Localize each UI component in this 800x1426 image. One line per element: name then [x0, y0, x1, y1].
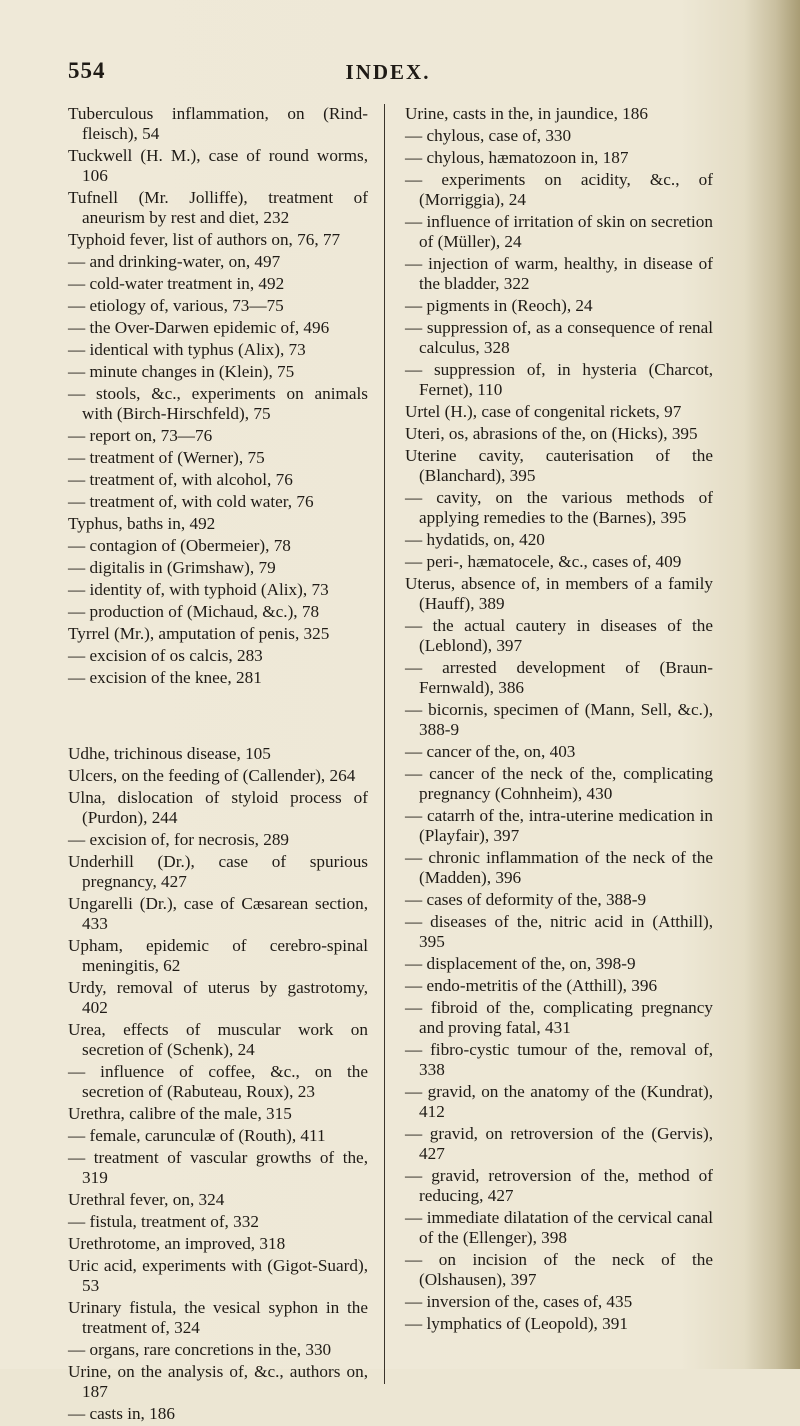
index-entry: Urethral fever, on, 324: [68, 1190, 225, 1210]
index-entry: — treatment of, with alcohol, 76: [68, 470, 293, 489]
index-entry: Typhus, baths in, 492: [68, 514, 216, 533]
index-entry: — endo-metritis of the (Atthill), 396: [405, 976, 658, 995]
index-entry: — pigments in (Reoch), 24: [405, 296, 593, 315]
index-entry: — identical with typhus (Alix), 73: [68, 340, 306, 359]
index-entry: Urine, on the analysis of, &c., authors on, 187: [68, 1362, 368, 1402]
index-entry: — excision of os calcis, 283: [68, 646, 263, 665]
index-entry: Upham, epidemic of cerebro-spinal meningitis, 62: [68, 936, 368, 976]
index-entry: Urea, effects of muscular work on secretion of (Schenk), 24: [68, 1020, 368, 1060]
index-entry: Urdy, removal of uterus by gastrotomy, 402: [68, 978, 368, 1018]
index-entry: — bicornis, specimen of (Mann, Sell, &c.), 388-9: [405, 700, 713, 739]
index-entry: Uterus, absence of, in members of a family (Hauff), 389: [405, 574, 713, 613]
index-entry: Tyrrel (Mr.), amputation of penis, 325: [68, 624, 330, 643]
index-entry: — cold-water treatment in, 492: [68, 274, 285, 293]
index-entry: — excision of the knee, 281: [68, 668, 262, 687]
index-entry: — treatment of (Werner), 75: [68, 448, 265, 467]
index-entry: — fibroid of the, complicating pregnancy and proving fatal, 431: [405, 998, 713, 1037]
index-entry: — the actual cautery in diseases of the (Leblond), 397: [405, 616, 713, 655]
index-entry: Uteri, os, abrasions of the, on (Hicks), 395: [405, 424, 698, 443]
index-entry: Udhe, trichinous disease, 105: [68, 744, 271, 764]
index-entry: — displacement of the, on, 398-9: [405, 954, 636, 973]
index-entry: — cases of deformity of the, 388-9: [405, 890, 647, 909]
index-entry: — treatment of, with cold water, 76: [68, 492, 314, 511]
index-entry: Urtel (H.), case of congenital rickets, 97: [405, 402, 682, 421]
index-entry: — influence of coffee, &c., on the secretion of (Rabuteau, Roux), 23: [68, 1062, 368, 1102]
index-entry: — stools, &c., experiments on animals with (Birch-Hirschfeld), 75: [68, 384, 368, 423]
index-entry: — catarrh of the, intra-uterine medication in (Playfair), 397: [405, 806, 713, 845]
index-entry: — immediate dilatation of the cervical canal of the (Ellenger), 398: [405, 1208, 713, 1247]
index-entry: — inversion of the, cases of, 435: [405, 1292, 633, 1311]
index-entry: — hydatids, on, 420: [405, 530, 545, 549]
index-entry: — suppression of, as a consequence of renal calculus, 328: [405, 318, 713, 357]
index-entry: — production of (Michaud, &c.), 78: [68, 602, 320, 621]
index-entry: — and drinking-water, on, 497: [68, 252, 281, 271]
index-entry: Tufnell (Mr. Jolliffe), treatment of aneurism by rest and diet, 232: [68, 188, 368, 227]
index-entry: Urethra, calibre of the male, 315: [68, 1104, 292, 1124]
running-title: INDEX.: [345, 60, 431, 84]
index-entry: — chylous, hæmatozoon in, 187: [405, 148, 629, 167]
index-entry: — cancer of the, on, 403: [405, 742, 576, 761]
index-entry: — arrested development of (Braun-Fernwald), 386: [405, 658, 713, 697]
index-entry: — chylous, case of, 330: [405, 126, 572, 145]
index-entry: — chronic inflammation of the neck of the (Madden), 396: [405, 848, 713, 887]
column-divider: [384, 104, 385, 1384]
index-entry: — minute changes in (Klein), 75: [68, 362, 295, 381]
index-entry: — peri-, hæmatocele, &c., cases of, 409: [405, 552, 682, 571]
right-column: [405, 104, 713, 1336]
index-entry: — etiology of, various, 73—75: [68, 296, 284, 315]
left-column: [68, 104, 368, 1426]
index-entry: — treatment of vascular growths of the, 319: [68, 1148, 368, 1188]
index-entry: Ulcers, on the feeding of (Callender), 264: [68, 766, 356, 786]
index-entry: Tuberculous inflammation, on (Rind-fleisch), 54: [68, 104, 368, 143]
index-entry: — gravid, retroversion of the, method of reducing, 427: [405, 1166, 713, 1205]
index-entry: — identity of, with typhoid (Alix), 73: [68, 580, 329, 599]
index-entry: — influence of irritation of skin on secretion of (Müller), 24: [405, 212, 713, 251]
page-number: 554: [68, 58, 106, 83]
index-entry: Underhill (Dr.), case of spurious pregnancy, 427: [68, 852, 368, 892]
index-entry: Urinary fistula, the vesical syphon in the treatment of, 324: [68, 1298, 368, 1338]
index-entry: — digitalis in (Grimshaw), 79: [68, 558, 276, 577]
index-entry: Uric acid, experiments with (Gigot-Suard), 53: [68, 1256, 368, 1296]
index-entry: — fibro-cystic tumour of the, removal of, 338: [405, 1040, 713, 1079]
index-entry: — cavity, on the various methods of applying remedies to the (Barnes), 395: [405, 488, 713, 527]
index-entry: — the Over-Darwen epidemic of, 496: [68, 318, 330, 337]
index-entry: — report on, 73—76: [68, 426, 213, 445]
index-entry: — on incision of the neck of the (Olshausen), 397: [405, 1250, 713, 1289]
index-entry: — cancer of the neck of the, complicating pregnancy (Cohnheim), 430: [405, 764, 713, 803]
index-entry: Ungarelli (Dr.), case of Cæsarean section, 433: [68, 894, 368, 934]
index-entry: Urine, casts in the, in jaundice, 186: [405, 104, 648, 123]
index-entry: — suppression of, in hysteria (Charcot, Fernet), 110: [405, 360, 713, 399]
index-entry: Typhoid fever, list of authors on, 76, 77: [68, 230, 341, 249]
page-header: [68, 58, 708, 88]
index-entry: — experiments on acidity, &c., of (Morriggia), 24: [405, 170, 713, 209]
index-entry: — casts in, 186: [68, 1404, 175, 1424]
index-entry: — female, carunculæ of (Routh), 411: [68, 1126, 326, 1146]
index-entry: Uterine cavity, cauterisation of the (Blanchard), 395: [405, 446, 713, 485]
index-entry: — gravid, on retroversion of the (Gervis), 427: [405, 1124, 713, 1163]
section-gap: [68, 705, 368, 727]
index-entry: — gravid, on the anatomy of the (Kundrat), 412: [405, 1082, 713, 1121]
index-entry: — injection of warm, healthy, in disease of the bladder, 322: [405, 254, 713, 293]
index-entry: — contagion of (Obermeier), 78: [68, 536, 291, 555]
index-entry: Urethrotome, an improved, 318: [68, 1234, 286, 1254]
index-entry: Tuckwell (H. M.), case of round worms, 106: [68, 146, 368, 185]
index-entry: Ulna, dislocation of styloid process of (Purdon), 244: [68, 788, 368, 828]
index-entry: — excision of, for necrosis, 289: [68, 830, 290, 850]
index-entry: — diseases of the, nitric acid in (Atthill), 395: [405, 912, 713, 951]
index-entry: — fistula, treatment of, 332: [68, 1212, 259, 1232]
index-entry: — lymphatics of (Leopold), 391: [405, 1314, 628, 1333]
index-entry: — organs, rare concretions in the, 330: [68, 1340, 332, 1360]
